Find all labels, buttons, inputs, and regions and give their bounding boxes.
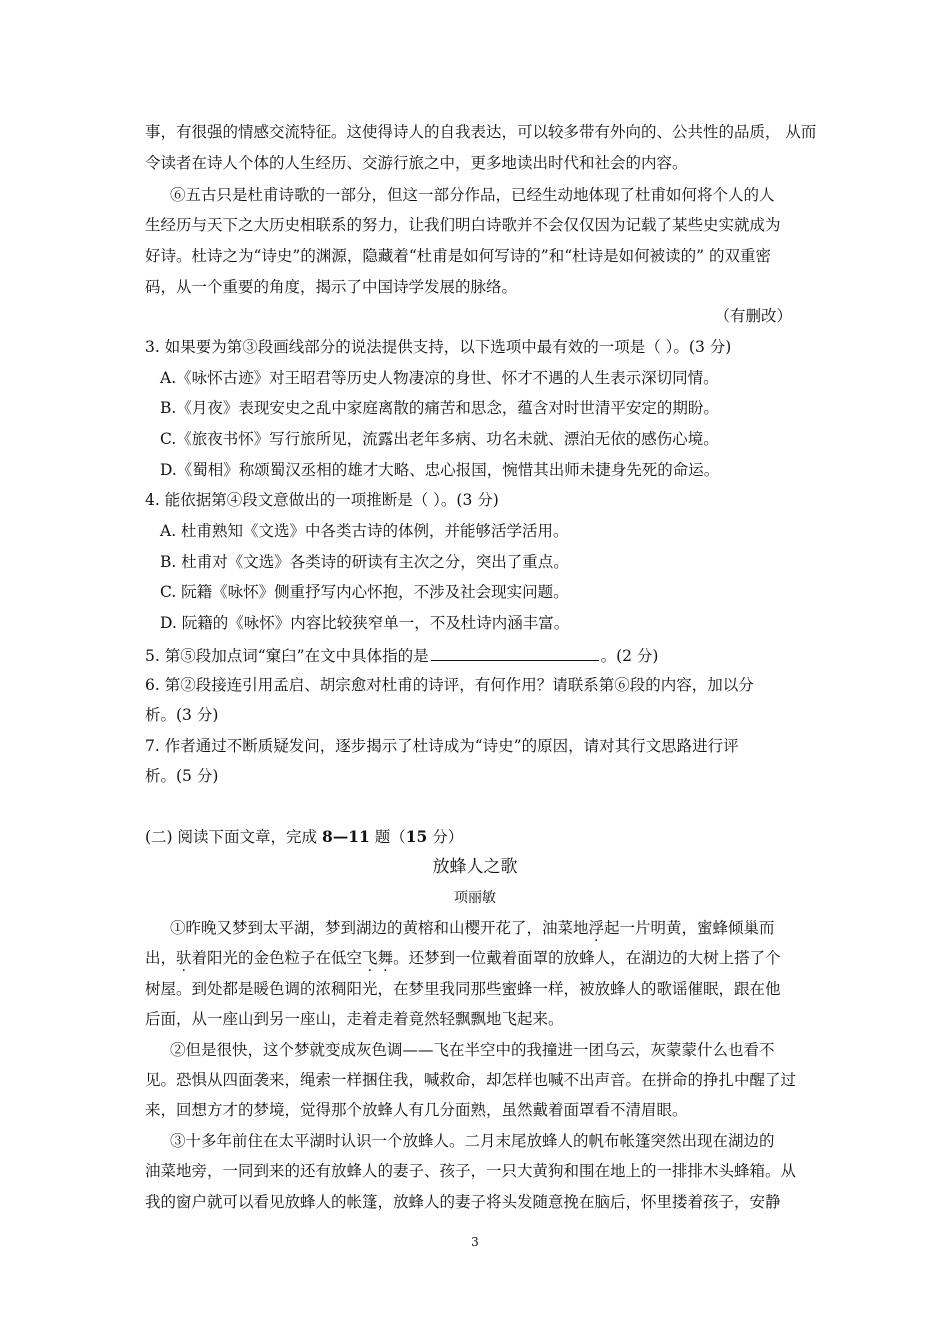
passage-line: 好诗。杜诗之为“诗史”的渊源，隐藏着“杜甫是如何写诗的”和“杜诗是如何被读的” 的双重密 [145,247,771,265]
dotted-word: 浮 [588,919,605,937]
q3-option-d: D.《蜀相》称颂蜀汉丞相的雄才大略、忠心报国，惋惜其出师未捷身先死的命运。 [160,461,720,479]
article-line: 见。恐惧从四面袭来，绳索一样捆住我，喊救命，却怎样也喊不出声音。在拼命的挣扎中醒了过 [145,1071,797,1089]
q3-option-a: A.《咏怀古迹》对王昭君等历史人物凄凉的身世、怀才不遇的人生表示深切同情。 [160,369,719,387]
passage-line: 事，有很强的情感交流特征。这使得诗人的自我表达，可以较多带有外向的、公共性的品质， 从而 [145,123,817,141]
article-line: 树屋。到处都是暖色调的浓稠阳光，在梦里我同那些蜜蜂一样，被放蜂人的歌谣催眠，跟在他 [145,980,781,998]
answer-blank[interactable] [431,644,599,661]
article-line: 油菜地旁，一同到来的还有放蜂人的妻子、孩子，一只大黄狗和围在地上的一排排木头蜂箱。从 [145,1162,797,1180]
intro-question-range: 8—11 [321,827,370,846]
article-line: 后面，从一座山到另一座山，走着走着竟然轻飘飘地飞起来。 [145,1010,564,1028]
section-2-intro [145,827,463,847]
question-5-stem: 5. 第⑤段加点词“窠臼”在文中具体指的是 [145,647,429,665]
article-author: 项丽敏 [454,890,496,906]
question-4-stem: 4. 能依据第④段文意做出的一项推断是（ ）。(3 分) [145,491,499,509]
question-6-line: 析。(3 分) [145,706,219,724]
text-run: 起一片明黄，蜜蜂倾巢而 [604,919,775,937]
passage-line: 码，从一个重要的角度，揭示了中国诗学发展的脉络。 [145,278,518,296]
text-run: 着阳光的金色粒子在低空 [191,949,363,967]
article-line: 来，回想方才的梦境，觉得那个放蜂人有几分面熟，虽然戴着面罩看不清眉眼。 [145,1101,688,1119]
article-line: ③十多年前住在太平湖时认识一个放蜂人。二月末尾放蜂人的帆布帐篷突然出现在湖边的 [170,1132,775,1150]
article-line: 我的窗户就可以看见放蜂人的帐篷，放蜂人的妻子将头发随意挽在脑后，怀里搂着孩子，安静 [145,1193,781,1211]
article-line: ②但是很快，这个梦就变成灰色调——飞在半空中的我撞进一团乌云，灰蒙蒙什么也看不 [170,1041,775,1059]
question-7-line: 7. 作者通过不断质疑发问，逐步揭示了杜诗成为“诗史”的原因，请对其行文思路进行评 [145,737,739,755]
q3-option-b: B.《月夜》表现安史之乱中家庭离散的痛苦和思念，蕴含对时世清平安定的期盼。 [160,399,719,417]
dotted-word: 飞 [362,949,378,967]
q3-option-c: C.《旅夜书怀》写行旅所见，流露出老年多病、功名未就、漂泊无依的感伤心境。 [160,430,719,448]
question-7-line: 析。(5 分) [145,767,219,785]
question-5-points: 。(2 分) [600,647,659,665]
q4-option-d: D. 阮籍的《咏怀》内容比较狭窄单一，不及杜诗内涵丰富。 [160,614,570,632]
dotted-word: 驮 [176,949,192,967]
passage-line: ⑥五古只是杜甫诗歌的一部分，但这一部分作品，已经生动地体现了杜甫如何将个人的人 [170,186,775,204]
q4-option-c: C. 阮籍《咏怀》侧重抒写内心怀抱，不涉及社会现实问题。 [160,583,569,601]
q4-option-a: A. 杜甫熟知《文选》中各类古诗的体例，并能够活学活用。 [160,522,569,540]
passage-line: 生经历与天下之大历史相联系的努力，让我们明白诗歌并不会仅仅因为记载了某些史实就成为 [145,216,781,234]
dotted-word: 舞 [377,949,394,967]
q4-option-b: B. 杜甫对《文选》各类诗的研读有主次之分，突出了重点。 [160,553,569,571]
question-6-line: 6. 第②段接连引用孟启、胡宗愈对杜甫的诗评，有何作用？请联系第⑥段的内容，加以分 [145,676,754,694]
intro-points: 15 [405,827,428,846]
page-number: 3 [471,1235,479,1249]
article-line [145,948,781,968]
text-run: 出， [145,949,177,967]
intro-text: 题（ [369,828,406,846]
article-title: 放蜂人之歌 [432,857,518,877]
source-note: （有删改） [714,307,792,325]
question-5 [145,644,658,666]
article-line [170,918,775,938]
intro-text: 分） [427,828,464,846]
intro-text: (二) 阅读下面文章，完成 [145,828,322,846]
passage-line: 令读者在诗人个体的人生经历、交游行旅之中，更多地读出时代和社会的内容。 [145,154,688,172]
question-3-stem: 3. 如果要为第③段画线部分的说法提供支持，以下选项中最有效的一项是（ ）。(3 分) [145,338,732,356]
text-run: 。还梦到一位戴着面罩的放蜂人，在湖边的大树上搭了个 [393,949,781,967]
text-run: ①昨晚又梦到太平湖，梦到湖边的黄榕和山樱开花了，油菜地 [170,919,589,937]
